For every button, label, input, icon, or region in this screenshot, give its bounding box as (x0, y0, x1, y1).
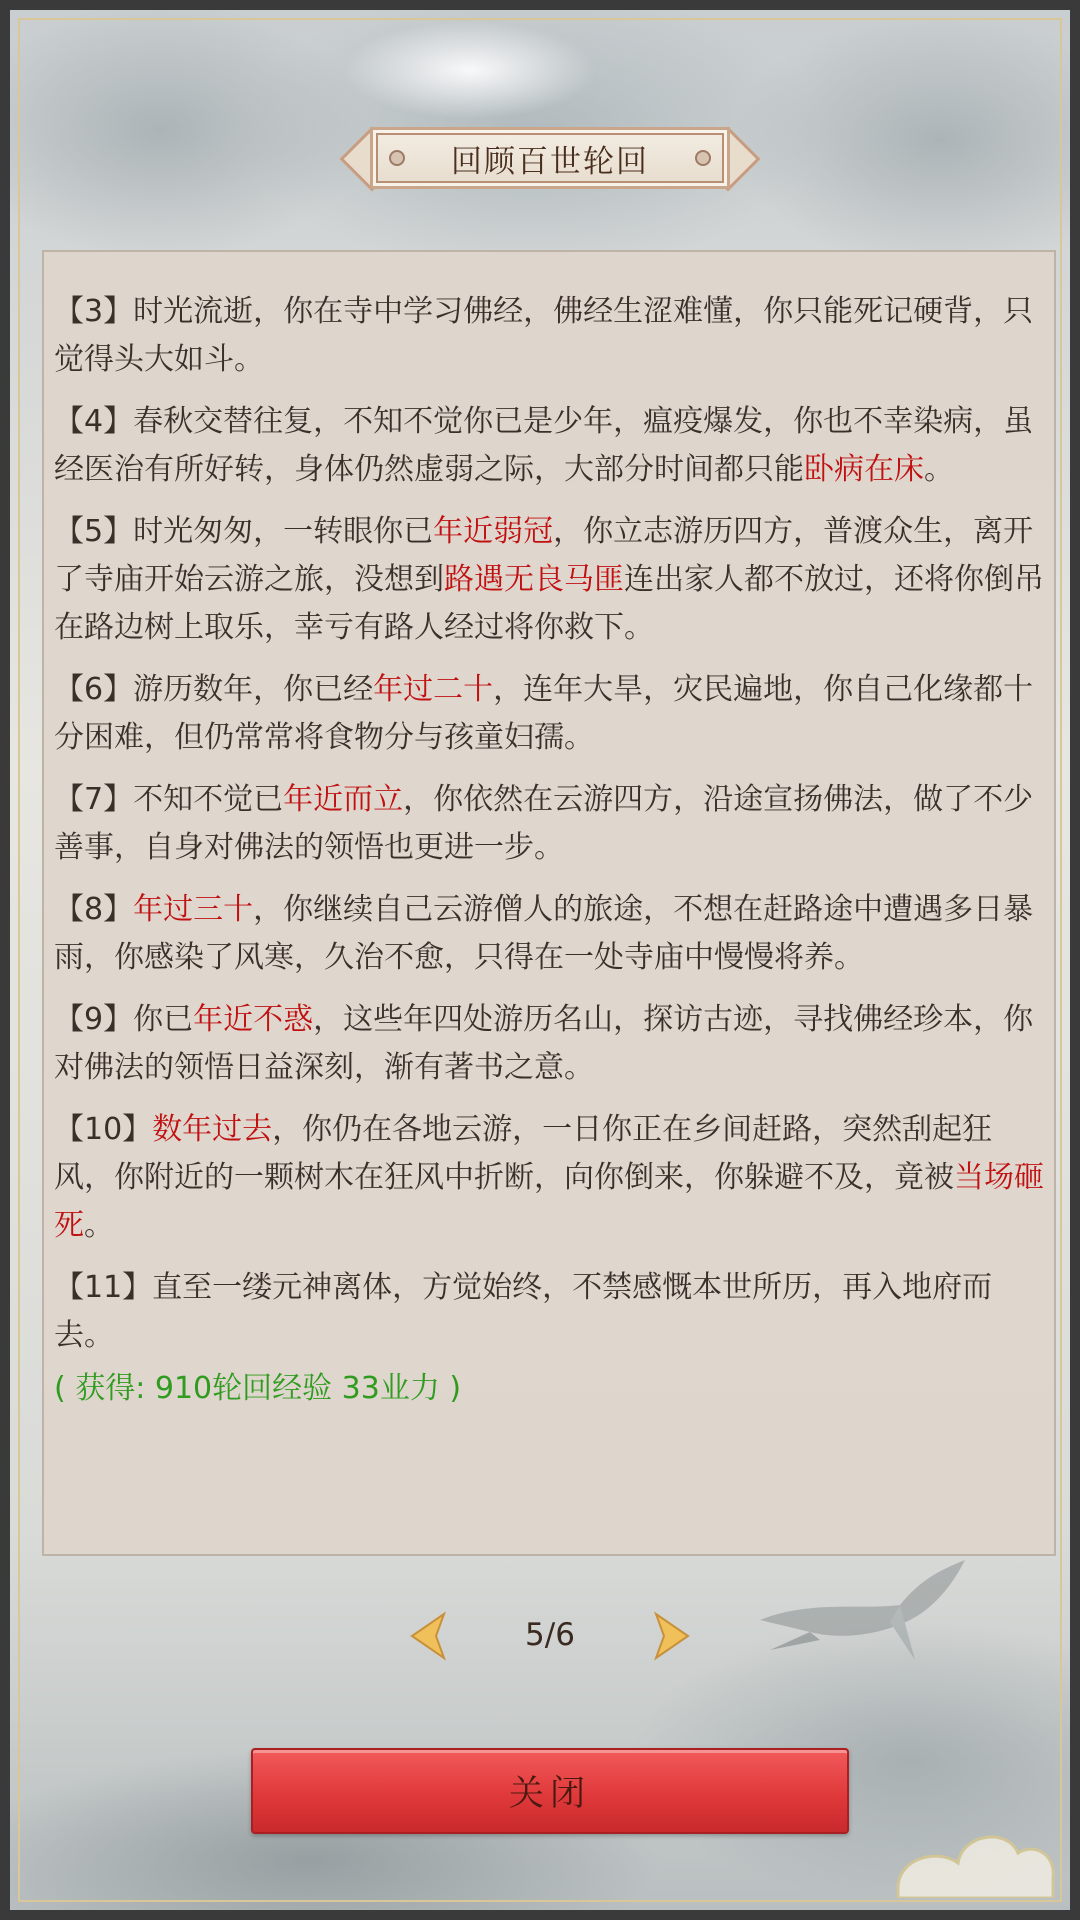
life-log-entries (54, 288, 1044, 1360)
highlighted-event-text: 年过二十 (373, 672, 494, 707)
life-log-entry (54, 1106, 1044, 1250)
event-text: 【9】你已 (54, 1002, 194, 1037)
life-log-entry (54, 776, 1044, 872)
page-indicator: 5/6 (525, 1617, 575, 1653)
life-log-entry (54, 886, 1044, 982)
close-button[interactable]: 关闭 (251, 1748, 849, 1834)
event-text: 【6】游历数年，你已经 (54, 672, 374, 707)
prev-page-button[interactable] (402, 1608, 458, 1664)
event-text: 【11】直至一缕元神离体，方觉始终，不禁感慨本世所历，再入地府而去。 (54, 1270, 993, 1353)
event-text: 连出家人都不放过，还将你倒吊在路边树上取乐，幸亏有路人经过将你救下。 (54, 562, 1044, 645)
banner-left-dot (389, 150, 405, 166)
event-text: ，你立志游历四方，普渡众生，离开了寺庙开始云游之旅，没想到 (54, 514, 1034, 597)
life-log-entry (54, 996, 1044, 1092)
event-text: ，连年大旱，灾民遍地，你自己化缘都十分困难，但仍常常将食物分与孩童妇孺。 (54, 672, 1034, 755)
life-log-entry (54, 398, 1044, 494)
event-text: 【8】 (54, 892, 134, 927)
banner-right-dot (695, 150, 711, 166)
life-log-entry (54, 1264, 1044, 1360)
life-log-panel[interactable] (42, 250, 1056, 1556)
event-text: ，这些年四处游历名山，探访古迹，寻找佛经珍本，你对佛法的领悟日益深刻，渐有著书之意。 (54, 1002, 1034, 1085)
event-text: 。 (84, 1208, 114, 1243)
event-text: 【7】不知不觉已 (54, 782, 284, 817)
highlighted-event-text: 卧病在床 (804, 452, 924, 487)
highlighted-event-text: 年过三十 (133, 892, 254, 927)
life-log-entry (54, 666, 1044, 762)
reward-text: ( 获得: 910轮回经验 33业力 ) (54, 1371, 462, 1406)
highlighted-event-text: 数年过去 (152, 1112, 273, 1147)
chevron-right-icon (656, 1614, 688, 1658)
next-page-button[interactable] (642, 1608, 698, 1664)
event-text: ，你仍在各地云游，一日你正在乡间赶路，突然刮起狂风，你附近的一颗树木在狂风中折断，向你倒来，你躲避不及，竟被 (54, 1112, 993, 1195)
event-text: 【4】春秋交替往复，不知不觉你已是少年，瘟疫爆发，你也不幸染病，虽经医治有所好转，身体仍然虚弱之际，大部分时间都只能 (54, 404, 1034, 487)
event-text: 【5】时光匆匆，一转眼你已 (54, 514, 434, 549)
highlighted-event-text: 年近弱冠 (433, 514, 554, 549)
title-banner (345, 125, 755, 191)
life-log-entry (54, 288, 1044, 384)
event-text: 【10】 (54, 1112, 153, 1147)
highlighted-event-text: 路遇无良马匪 (444, 562, 624, 597)
event-text: ，你继续自己云游僧人的旅途，不想在赶路途中遭遇多日暴雨，你感染了风寒，久治不愈，只得在一处寺庙中慢慢将养。 (54, 892, 1034, 975)
title-plate (370, 127, 730, 189)
dialog-title: 回顾百世轮回 (451, 143, 649, 180)
crane-decoration (750, 1560, 970, 1680)
event-text: 。 (924, 452, 954, 487)
highlighted-event-text: 年近不惑 (193, 1002, 314, 1037)
cloud-decoration (878, 1788, 1058, 1898)
chevron-left-icon (412, 1614, 444, 1658)
event-text: ，你依然在云游四方，沿途宣扬佛法，做了不少善事，自身对佛法的领悟也更进一步。 (54, 782, 1034, 865)
highlighted-event-text: 年近而立 (283, 782, 404, 817)
event-text: 【3】时光流逝，你在寺中学习佛经，佛经生涩难懂，你只能死记硬背，只觉得头大如斗。 (54, 294, 1034, 377)
life-log-entry (54, 508, 1044, 652)
highlighted-event-text: 当场砸死 (54, 1160, 1044, 1243)
